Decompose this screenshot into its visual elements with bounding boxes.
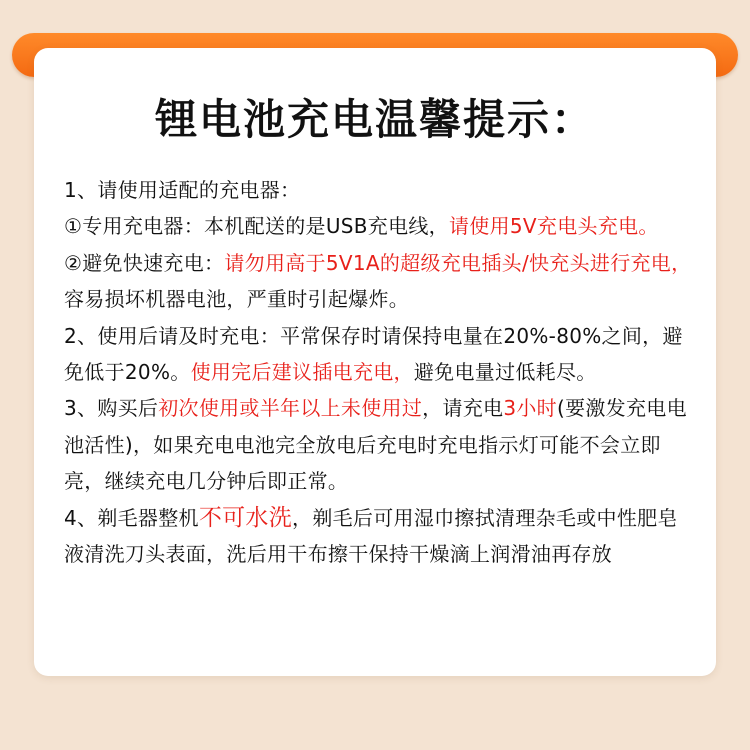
item-1b-highlight: 请勿用高于5V1A的超级充电插头/快充头进行充电，: [224, 250, 692, 275]
item-3-suffix: (要激发充电电池活性)，如果充电电池完全放电后充电时充电指示灯可能不会立即亮，继续充电几分钟后即正常。: [64, 396, 687, 494]
item-4-highlight: 不可水洗: [198, 504, 293, 531]
item-3-middle: ，请充电: [422, 396, 504, 421]
item-2-suffix: 避免电量过低耗尽。: [413, 360, 597, 385]
item-3-text: 3、购买后: [64, 396, 159, 421]
page-title: 锂电池充电温馨提示：: [154, 95, 595, 144]
item-3-highlight: 初次使用或半年以上未使用过: [158, 396, 423, 421]
item-1a-dedicated-charger: [64, 208, 698, 244]
item-1b-avoid-fast-charging: [64, 245, 698, 318]
notice-content: [64, 172, 698, 572]
item-4-text: 4、剃毛器整机: [64, 505, 199, 530]
item-3-highlight-hours: 3小时: [503, 396, 557, 421]
item-1-heading-text: 1、请使用适配的充电器：: [64, 178, 301, 202]
item-1a-text: ①专用充电器：本机配送的是USB充电线，: [64, 214, 449, 239]
item-2-highlight: 使用完后建议插电充电，: [190, 360, 414, 385]
item-2-text: 2、使用后请及时充电：平常保存时请保持电量在20%-80%之间，避免低于20%。: [64, 323, 683, 385]
item-1a-highlight: 请使用5V充电头充电。: [448, 214, 659, 239]
item-1b-suffix: 容易损坏机器电池，严重时引起爆炸。: [64, 287, 410, 312]
item-4-suffix: ，剃毛后可用湿巾擦拭清理杂毛或中性肥皂液清洗刀头表面，洗后用干布擦干保持干燥滴上润滑油再存放: [64, 505, 678, 567]
item-4-no-washing: [64, 500, 698, 573]
item-1b-text: ②避免快速充电：: [64, 250, 225, 275]
item-2-charge-promptly: [64, 318, 698, 391]
item-3-first-use: [64, 390, 698, 499]
item-1-heading: [64, 172, 698, 208]
